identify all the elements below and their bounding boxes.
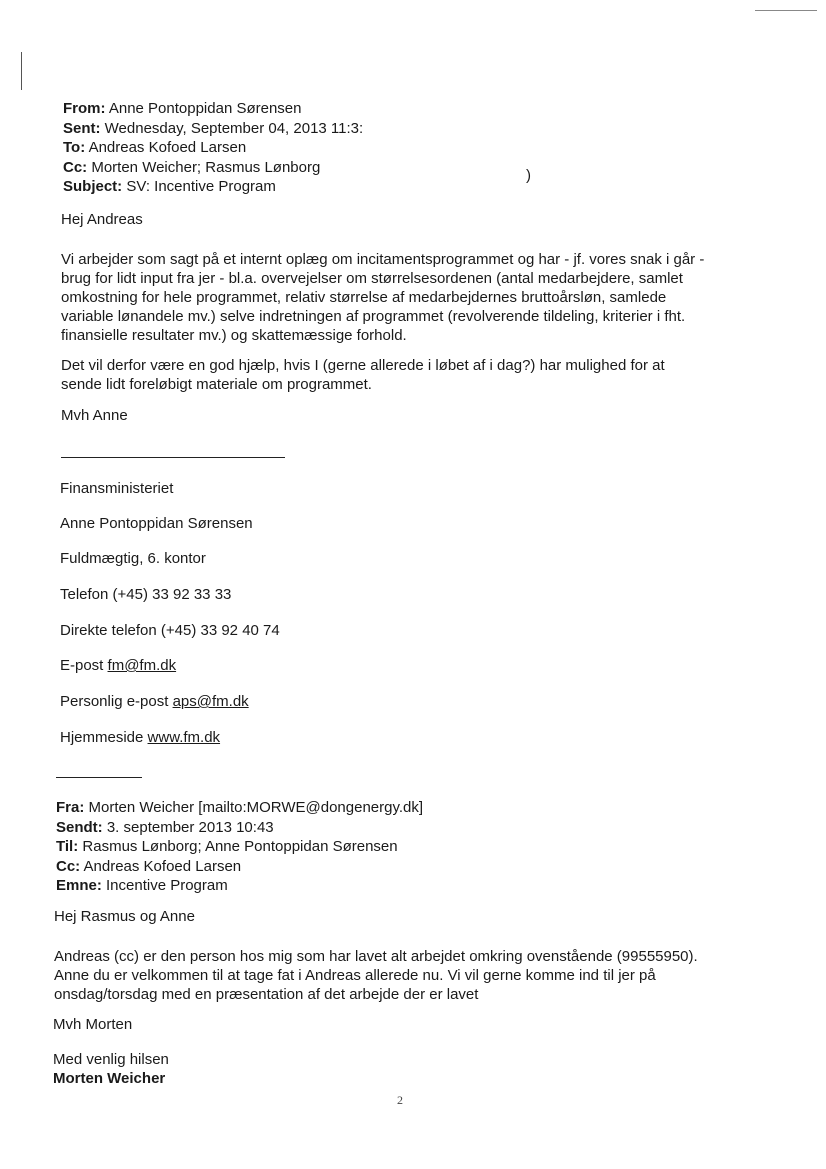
signature-email-row: E-post fm@fm.dk	[60, 657, 177, 674]
email1-body-paragraph-2: Det vil derfor være en god hjælp, hvis I (gerne allerede i løbet af i dag?) har mulighed for at sende lidt foreløbigt materiale om programmet.	[61, 357, 665, 393]
email1-greeting: Hej Andreas	[61, 211, 143, 228]
email1-cc: Morten Weicher; Rasmus Lønborg	[91, 158, 321, 176]
email2-closing: Med venlig hilsen	[53, 1051, 169, 1068]
quote-divider	[56, 777, 142, 778]
stray-paren: )	[526, 167, 531, 184]
email1-body-paragraph-1: Vi arbejder som sagt på et internt oplæg om incitamentsprogrammet og har - jf. vores snak i går - brug for lidt input fra jer - bl.a. overvejelser om størrelsesordenen (antal medarbejdere, samlet omkostning for hele programmet, relativ størrelse af medarbejdernes bruttoårsløn, samlede variable lønandele mv.) selve indretningen af programmet (revolverende tildeling, kriterier i fht. finansielle resultater mv.) og skattemæssige forhold.	[61, 251, 705, 344]
signature-personal-email-row: Personlig e-post aps@fm.dk	[60, 693, 249, 710]
email2-from-row: Fra: Morten Weicher [mailto:MORWE@dongenergy.dk]	[56, 799, 424, 816]
signature-name: Anne Pontoppidan Sørensen	[60, 515, 253, 532]
email-link[interactable]: fm@fm.dk	[107, 657, 177, 674]
email2-sent-row: Sendt: 3. september 2013 10:43	[56, 818, 274, 836]
email1-to: Andreas Kofoed Larsen	[88, 139, 247, 156]
email1-to-row: To: Andreas Kofoed Larsen	[63, 139, 247, 156]
signature-org: Finansministeriet	[60, 480, 174, 497]
email2-to: Rasmus Lønborg; Anne Pontoppidan Sørensen	[82, 838, 398, 855]
email1-sent-row: Sent: Wednesday, September 04, 2013 11:3:	[63, 119, 364, 137]
email1-header	[63, 99, 363, 197]
email1-from: Anne Pontoppidan Sørensen	[108, 100, 302, 117]
page-number: 2	[397, 1093, 403, 1107]
email2-body: Andreas (cc) er den person hos mig som har lavet alt arbejdet omkring ovenstående (99555950). Anne du er velkommen til at tage fat i Andreas allerede nu. Vi vil gerne komme ind til jer på onsdag/torsdag med en præsentation af det arbejde der er lavet	[54, 948, 698, 1003]
email1-subject-row: Subject: SV: Incentive Program	[63, 178, 276, 195]
signature-divider	[61, 457, 285, 458]
email2-subject-row: Emne: Incentive Program	[56, 877, 228, 894]
signature-direct-phone: Direkte telefon (+45) 33 92 40 74	[60, 622, 280, 639]
email1-from-row: From: Anne Pontoppidan Sørensen	[63, 100, 302, 117]
website-link[interactable]: www.fm.dk	[147, 729, 221, 746]
email1-subject: SV: Incentive Program	[126, 178, 276, 195]
email2-sent: 3. september 2013 10:43	[106, 818, 274, 836]
email1-sent: Wednesday, September 04, 2013 11:3:	[104, 119, 364, 137]
email2-to-row: Til: Rasmus Lønborg; Anne Pontoppidan Sørensen	[56, 838, 398, 855]
email2-cc-row: Cc: Andreas Kofoed Larsen	[56, 857, 242, 875]
scan-mark-left	[21, 52, 22, 90]
scan-mark-top-right	[755, 10, 817, 11]
email2-from: Morten Weicher [mailto:MORWE@dongenergy.dk]	[88, 799, 424, 816]
signature-website-row: Hjemmeside www.fm.dk	[60, 729, 221, 746]
email2-header	[56, 798, 423, 896]
signature-phone: Telefon (+45) 33 92 33 33	[60, 586, 232, 603]
email2-greeting: Hej Rasmus og Anne	[54, 908, 195, 925]
email2-signoff: Mvh Morten	[53, 1016, 133, 1033]
email2-sender-name: Morten Weicher	[53, 1070, 166, 1087]
signature-title: Fuldmægtig, 6. kontor	[60, 550, 206, 567]
personal-email-link[interactable]: aps@fm.dk	[172, 693, 249, 710]
email2-subject: Incentive Program	[106, 877, 228, 894]
email2-cc: Andreas Kofoed Larsen	[83, 857, 242, 875]
email1-cc-row: Cc: Morten Weicher; Rasmus Lønborg	[63, 158, 321, 176]
email1-signoff: Mvh Anne	[61, 407, 128, 424]
